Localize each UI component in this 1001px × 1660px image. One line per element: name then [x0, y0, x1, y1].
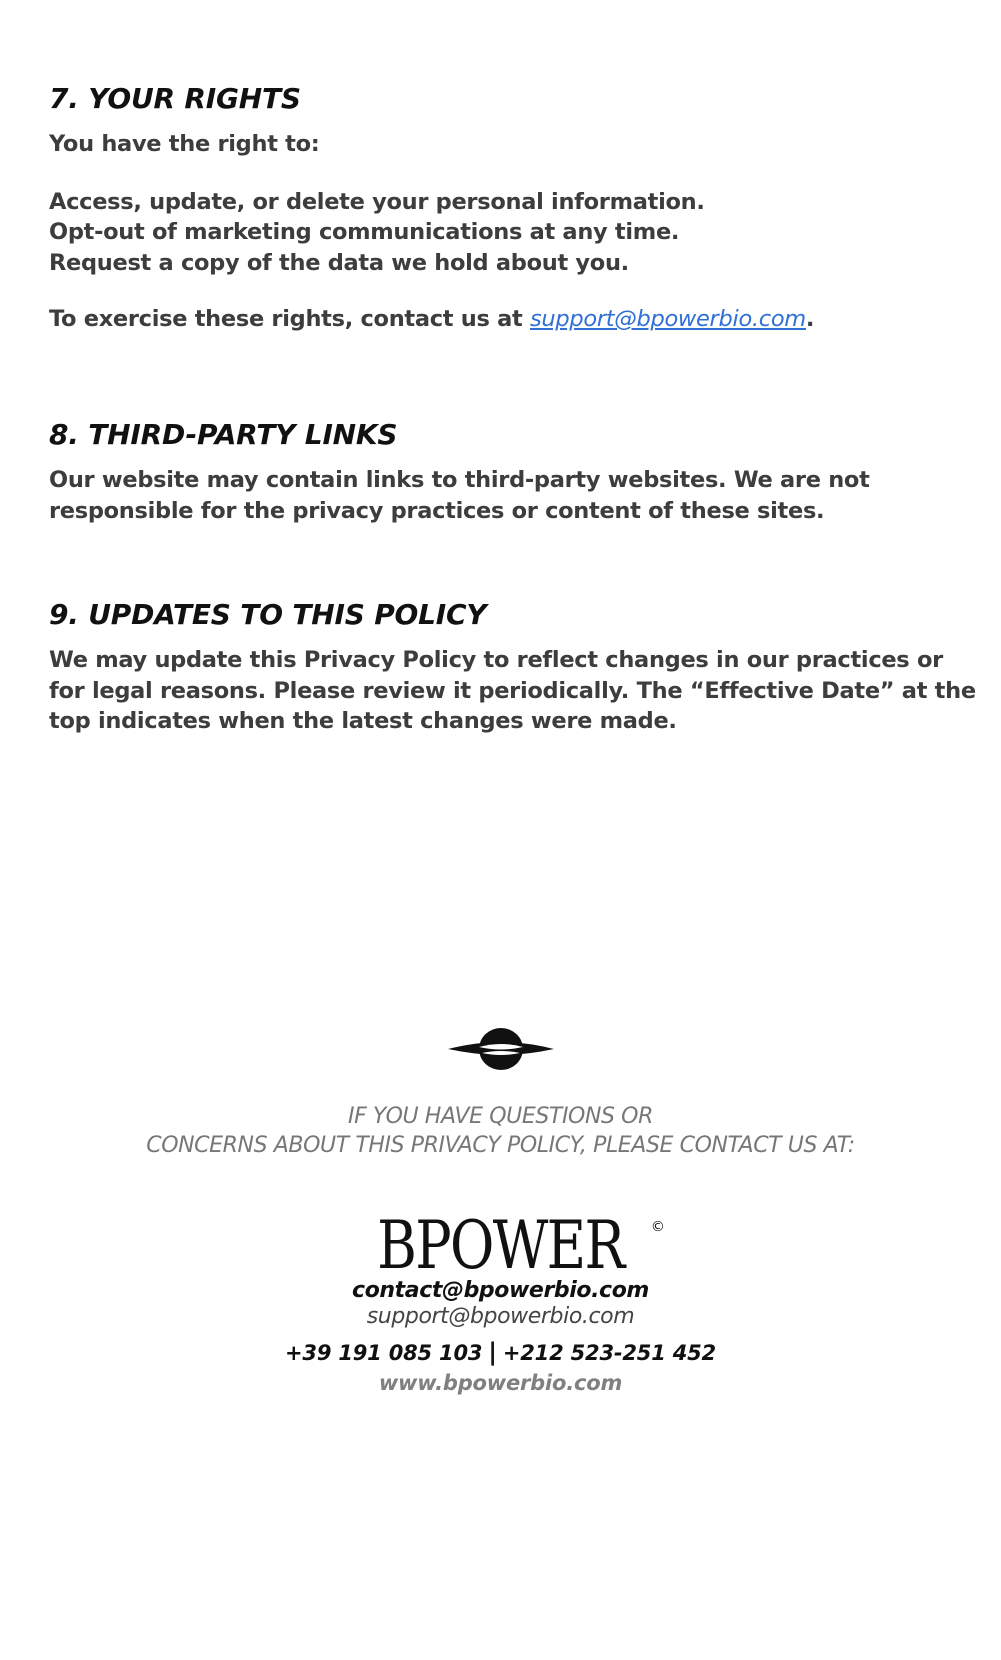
- rights-contact-line: [49, 304, 954, 335]
- section-third-party-links: [49, 418, 954, 526]
- contact-note-line2: CONCERNS ABOUT THIS PRIVACY POLICY, PLEASE CONTACT US AT:: [146, 1133, 855, 1158]
- paragraph-line: top indicates when the latest changes were made.: [49, 708, 677, 734]
- contact-note: [0, 1102, 1001, 1160]
- paragraph-line: We may update this Privacy Policy to reflect changes in our practices or: [49, 647, 943, 673]
- rights-intro: You have the right to:: [49, 131, 320, 157]
- support-email-link[interactable]: support@bpowerbio.com: [530, 306, 806, 332]
- list-item: Access, update, or delete your personal information.: [49, 188, 705, 215]
- support-email[interactable]: support@bpowerbio.com: [366, 1304, 635, 1329]
- footer-logo: [0, 1025, 1001, 1078]
- paragraph-line: responsible for the privacy practices or content of these sites.: [49, 497, 825, 524]
- rights-list: [49, 187, 954, 279]
- copyright-mark: ©: [650, 1219, 665, 1235]
- contact-prefix: To exercise these rights, contact us at: [49, 306, 530, 332]
- section-heading: 7. YOUR RIGHTS: [49, 82, 301, 115]
- section-heading: 8. THIRD-PARTY LINKS: [49, 418, 398, 451]
- website-link[interactable]: www.bpowerbio.com: [378, 1371, 623, 1395]
- contact-details: [0, 1278, 1001, 1398]
- brand-logo: [350, 1207, 665, 1284]
- contact-suffix: .: [805, 306, 815, 332]
- contact-email[interactable]: contact@bpowerbio.com: [352, 1278, 649, 1303]
- list-item: Request a copy of the data we hold about you.: [49, 249, 629, 276]
- phone-morocco[interactable]: +212 523-251 452: [502, 1341, 716, 1365]
- section-heading: 9. UPDATES TO THIS POLICY: [49, 598, 487, 631]
- planet-icon: [446, 1025, 556, 1073]
- phone-numbers: [0, 1337, 1001, 1368]
- phone-separator: |: [488, 1338, 497, 1366]
- list-item: Opt-out of marketing communications at any time.: [49, 219, 680, 245]
- paragraph-line: Our website may contain links to third-party websites. We are not: [49, 467, 870, 493]
- section-updates-policy: [49, 598, 976, 737]
- phone-italy[interactable]: +39 191 085 103: [285, 1341, 483, 1365]
- brand-name: BPOWER: [377, 1207, 624, 1284]
- contact-note-line1: IF YOU HAVE QUESTIONS OR: [348, 1104, 653, 1129]
- brand-block: [0, 1207, 1001, 1284]
- section-your-rights: [49, 82, 954, 335]
- paragraph-line: for legal reasons. Please review it periodically. The “Effective Date” at the: [49, 677, 976, 704]
